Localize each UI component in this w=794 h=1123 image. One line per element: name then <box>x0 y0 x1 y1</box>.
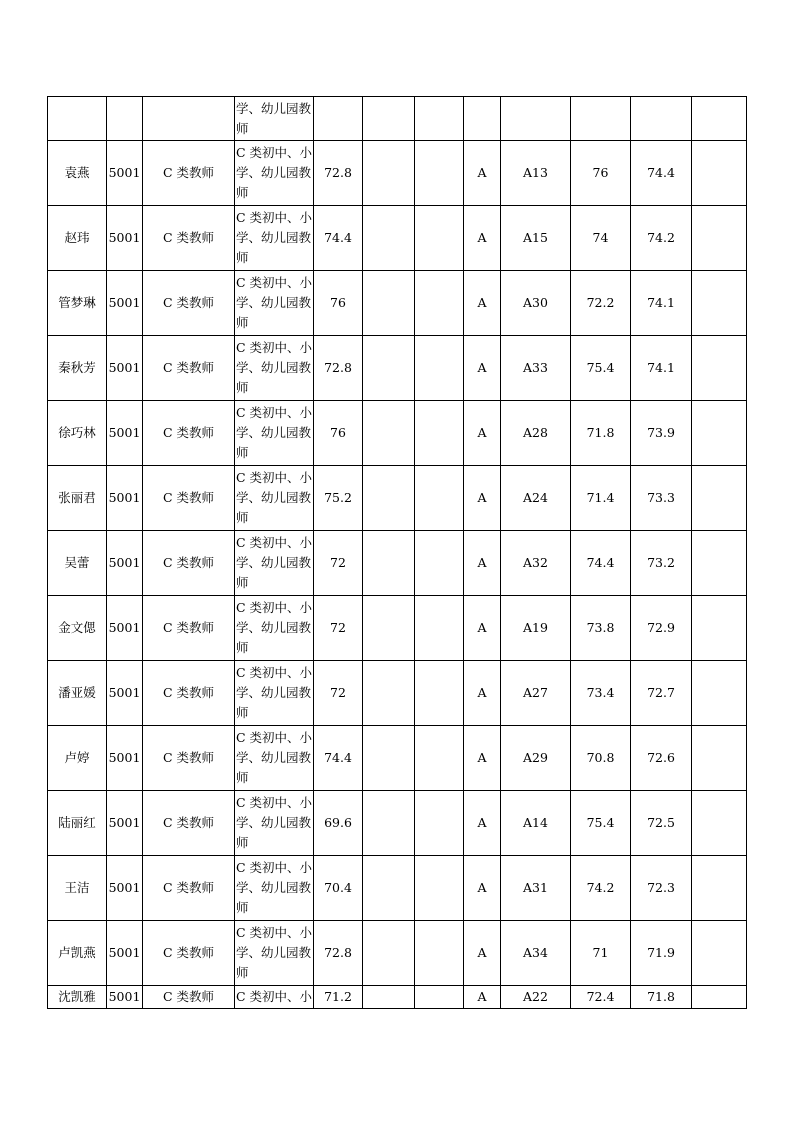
group-cell <box>464 97 501 141</box>
position-cell: C 类初中、小学、幼儿园教师 <box>235 791 314 856</box>
remark-cell <box>692 271 747 336</box>
blank-cell <box>363 791 415 856</box>
group-cell: A <box>464 661 501 726</box>
seat-number-cell: A22 <box>501 986 571 1009</box>
table-row <box>48 596 747 661</box>
remark-cell <box>692 986 747 1009</box>
interview-score-cell: 71.4 <box>571 466 631 531</box>
remark-cell <box>692 401 747 466</box>
table-row <box>48 206 747 271</box>
written-score-cell: 72 <box>314 531 363 596</box>
blank-cell <box>363 596 415 661</box>
written-score-cell: 75.2 <box>314 466 363 531</box>
name-cell: 吴蕾 <box>48 531 107 596</box>
name-cell: 管梦琳 <box>48 271 107 336</box>
category-cell: C 类教师 <box>143 206 235 271</box>
interview-score-cell: 70.8 <box>571 726 631 791</box>
code-cell: 5001 <box>107 336 143 401</box>
blank-cell <box>363 856 415 921</box>
position-cell: C 类初中、小学、幼儿园教师 <box>235 401 314 466</box>
code-cell: 5001 <box>107 856 143 921</box>
group-cell: A <box>464 921 501 986</box>
category-cell <box>143 97 235 141</box>
position-cell: C 类初中、小学、幼儿园教师 <box>235 531 314 596</box>
code-cell: 5001 <box>107 596 143 661</box>
written-score-cell: 72.8 <box>314 921 363 986</box>
category-cell: C 类教师 <box>143 921 235 986</box>
remark-cell <box>692 856 747 921</box>
position-cell: C 类初中、小学、幼儿园教师 <box>235 921 314 986</box>
blank-cell <box>415 986 464 1009</box>
total-score-cell: 72.6 <box>631 726 692 791</box>
remark-cell <box>692 206 747 271</box>
code-cell: 5001 <box>107 141 143 206</box>
name-cell: 金文偲 <box>48 596 107 661</box>
total-score-cell: 74.2 <box>631 206 692 271</box>
seat-number-cell: A34 <box>501 921 571 986</box>
position-cell: C 类初中、小学、幼儿园教师 <box>235 466 314 531</box>
remark-cell <box>692 921 747 986</box>
interview-score-cell: 75.4 <box>571 336 631 401</box>
group-cell: A <box>464 856 501 921</box>
interview-score-cell: 74.2 <box>571 856 631 921</box>
remark-cell <box>692 97 747 141</box>
seat-number-cell: A31 <box>501 856 571 921</box>
score-table <box>47 96 747 1009</box>
total-score-cell: 73.2 <box>631 531 692 596</box>
table-row <box>48 97 747 141</box>
blank-cell <box>363 921 415 986</box>
written-score-cell: 72.8 <box>314 336 363 401</box>
interview-score-cell: 74 <box>571 206 631 271</box>
name-cell: 卢凯燕 <box>48 921 107 986</box>
group-cell: A <box>464 206 501 271</box>
written-score-cell: 72 <box>314 661 363 726</box>
remark-cell <box>692 596 747 661</box>
blank-cell <box>415 921 464 986</box>
written-score-cell: 69.6 <box>314 791 363 856</box>
total-score-cell: 72.3 <box>631 856 692 921</box>
blank-cell <box>415 206 464 271</box>
blank-cell <box>363 531 415 596</box>
group-cell: A <box>464 726 501 791</box>
total-score-cell: 73.3 <box>631 466 692 531</box>
group-cell: A <box>464 466 501 531</box>
written-score-cell: 70.4 <box>314 856 363 921</box>
total-score-cell: 72.9 <box>631 596 692 661</box>
group-cell: A <box>464 271 501 336</box>
category-cell: C 类教师 <box>143 856 235 921</box>
written-score-cell: 76 <box>314 401 363 466</box>
position-cell: C 类初中、小学、幼儿园教师 <box>235 336 314 401</box>
table-row <box>48 726 747 791</box>
category-cell: C 类教师 <box>143 791 235 856</box>
group-cell: A <box>464 401 501 466</box>
remark-cell <box>692 791 747 856</box>
code-cell: 5001 <box>107 206 143 271</box>
category-cell: C 类教师 <box>143 531 235 596</box>
seat-number-cell: A19 <box>501 596 571 661</box>
code-cell: 5001 <box>107 466 143 531</box>
code-cell: 5001 <box>107 726 143 791</box>
position-cell: C 类初中、小学、幼儿园教师 <box>235 141 314 206</box>
code-cell: 5001 <box>107 531 143 596</box>
group-cell: A <box>464 531 501 596</box>
seat-number-cell: A32 <box>501 531 571 596</box>
blank-cell <box>415 466 464 531</box>
blank-cell <box>363 336 415 401</box>
seat-number-cell: A28 <box>501 401 571 466</box>
table-row <box>48 986 747 1009</box>
blank-cell <box>363 271 415 336</box>
name-cell: 沈凯雅 <box>48 986 107 1009</box>
seat-number-cell: A27 <box>501 661 571 726</box>
blank-cell <box>363 726 415 791</box>
blank-cell <box>415 726 464 791</box>
blank-cell <box>363 661 415 726</box>
table-row <box>48 336 747 401</box>
category-cell: C 类教师 <box>143 726 235 791</box>
position-cell: C 类初中、小 <box>235 986 314 1009</box>
written-score-cell: 72.8 <box>314 141 363 206</box>
interview-score-cell: 73.4 <box>571 661 631 726</box>
name-cell: 潘亚媛 <box>48 661 107 726</box>
seat-number-cell: A33 <box>501 336 571 401</box>
blank-cell <box>363 466 415 531</box>
blank-cell <box>363 401 415 466</box>
code-cell: 5001 <box>107 271 143 336</box>
name-cell <box>48 97 107 141</box>
blank-cell <box>363 206 415 271</box>
group-cell: A <box>464 596 501 661</box>
written-score-cell: 74.4 <box>314 206 363 271</box>
interview-score-cell: 71.8 <box>571 401 631 466</box>
category-cell: C 类教师 <box>143 401 235 466</box>
position-cell: C 类初中、小学、幼儿园教师 <box>235 856 314 921</box>
interview-score-cell: 75.4 <box>571 791 631 856</box>
blank-cell <box>363 141 415 206</box>
category-cell: C 类教师 <box>143 141 235 206</box>
blank-cell <box>415 141 464 206</box>
total-score-cell: 71.9 <box>631 921 692 986</box>
remark-cell <box>692 336 747 401</box>
code-cell: 5001 <box>107 791 143 856</box>
interview-score-cell: 73.8 <box>571 596 631 661</box>
seat-number-cell <box>501 97 571 141</box>
written-score-cell: 71.2 <box>314 986 363 1009</box>
seat-number-cell: A24 <box>501 466 571 531</box>
blank-cell <box>363 97 415 141</box>
table-row <box>48 466 747 531</box>
blank-cell <box>415 596 464 661</box>
interview-score-cell: 71 <box>571 921 631 986</box>
group-cell: A <box>464 791 501 856</box>
written-score-cell <box>314 97 363 141</box>
seat-number-cell: A30 <box>501 271 571 336</box>
code-cell: 5001 <box>107 986 143 1009</box>
blank-cell <box>415 336 464 401</box>
position-cell: 学、幼儿园教师 <box>235 97 314 141</box>
interview-score-cell: 74.4 <box>571 531 631 596</box>
interview-score-cell: 72.4 <box>571 986 631 1009</box>
score-table-body <box>48 97 747 1009</box>
seat-number-cell: A15 <box>501 206 571 271</box>
position-cell: C 类初中、小学、幼儿园教师 <box>235 596 314 661</box>
code-cell: 5001 <box>107 921 143 986</box>
table-row <box>48 661 747 726</box>
table-row <box>48 791 747 856</box>
interview-score-cell: 72.2 <box>571 271 631 336</box>
name-cell: 秦秋芳 <box>48 336 107 401</box>
table-row <box>48 141 747 206</box>
written-score-cell: 76 <box>314 271 363 336</box>
blank-cell <box>415 401 464 466</box>
category-cell: C 类教师 <box>143 661 235 726</box>
total-score-cell: 71.8 <box>631 986 692 1009</box>
table-row <box>48 531 747 596</box>
interview-score-cell: 76 <box>571 141 631 206</box>
total-score-cell: 74.4 <box>631 141 692 206</box>
blank-cell <box>363 986 415 1009</box>
code-cell: 5001 <box>107 401 143 466</box>
table-row <box>48 921 747 986</box>
remark-cell <box>692 726 747 791</box>
position-cell: C 类初中、小学、幼儿园教师 <box>235 661 314 726</box>
table-row <box>48 401 747 466</box>
blank-cell <box>415 791 464 856</box>
blank-cell <box>415 661 464 726</box>
name-cell: 袁燕 <box>48 141 107 206</box>
name-cell: 卢婷 <box>48 726 107 791</box>
blank-cell <box>415 97 464 141</box>
written-score-cell: 72 <box>314 596 363 661</box>
interview-score-cell <box>571 97 631 141</box>
remark-cell <box>692 661 747 726</box>
total-score-cell: 74.1 <box>631 271 692 336</box>
total-score-cell <box>631 97 692 141</box>
position-cell: C 类初中、小学、幼儿园教师 <box>235 726 314 791</box>
category-cell: C 类教师 <box>143 466 235 531</box>
blank-cell <box>415 531 464 596</box>
remark-cell <box>692 141 747 206</box>
name-cell: 王洁 <box>48 856 107 921</box>
category-cell: C 类教师 <box>143 336 235 401</box>
name-cell: 赵玮 <box>48 206 107 271</box>
code-cell <box>107 97 143 141</box>
total-score-cell: 72.7 <box>631 661 692 726</box>
seat-number-cell: A13 <box>501 141 571 206</box>
category-cell: C 类教师 <box>143 596 235 661</box>
remark-cell <box>692 466 747 531</box>
remark-cell <box>692 531 747 596</box>
name-cell: 徐巧林 <box>48 401 107 466</box>
seat-number-cell: A29 <box>501 726 571 791</box>
position-cell: C 类初中、小学、幼儿园教师 <box>235 271 314 336</box>
name-cell: 张丽君 <box>48 466 107 531</box>
written-score-cell: 74.4 <box>314 726 363 791</box>
position-cell: C 类初中、小学、幼儿园教师 <box>235 206 314 271</box>
table-row <box>48 856 747 921</box>
name-cell: 陆丽红 <box>48 791 107 856</box>
blank-cell <box>415 271 464 336</box>
group-cell: A <box>464 141 501 206</box>
table-row <box>48 271 747 336</box>
group-cell: A <box>464 986 501 1009</box>
total-score-cell: 72.5 <box>631 791 692 856</box>
total-score-cell: 74.1 <box>631 336 692 401</box>
code-cell: 5001 <box>107 661 143 726</box>
category-cell: C 类教师 <box>143 986 235 1009</box>
group-cell: A <box>464 336 501 401</box>
total-score-cell: 73.9 <box>631 401 692 466</box>
seat-number-cell: A14 <box>501 791 571 856</box>
category-cell: C 类教师 <box>143 271 235 336</box>
blank-cell <box>415 856 464 921</box>
